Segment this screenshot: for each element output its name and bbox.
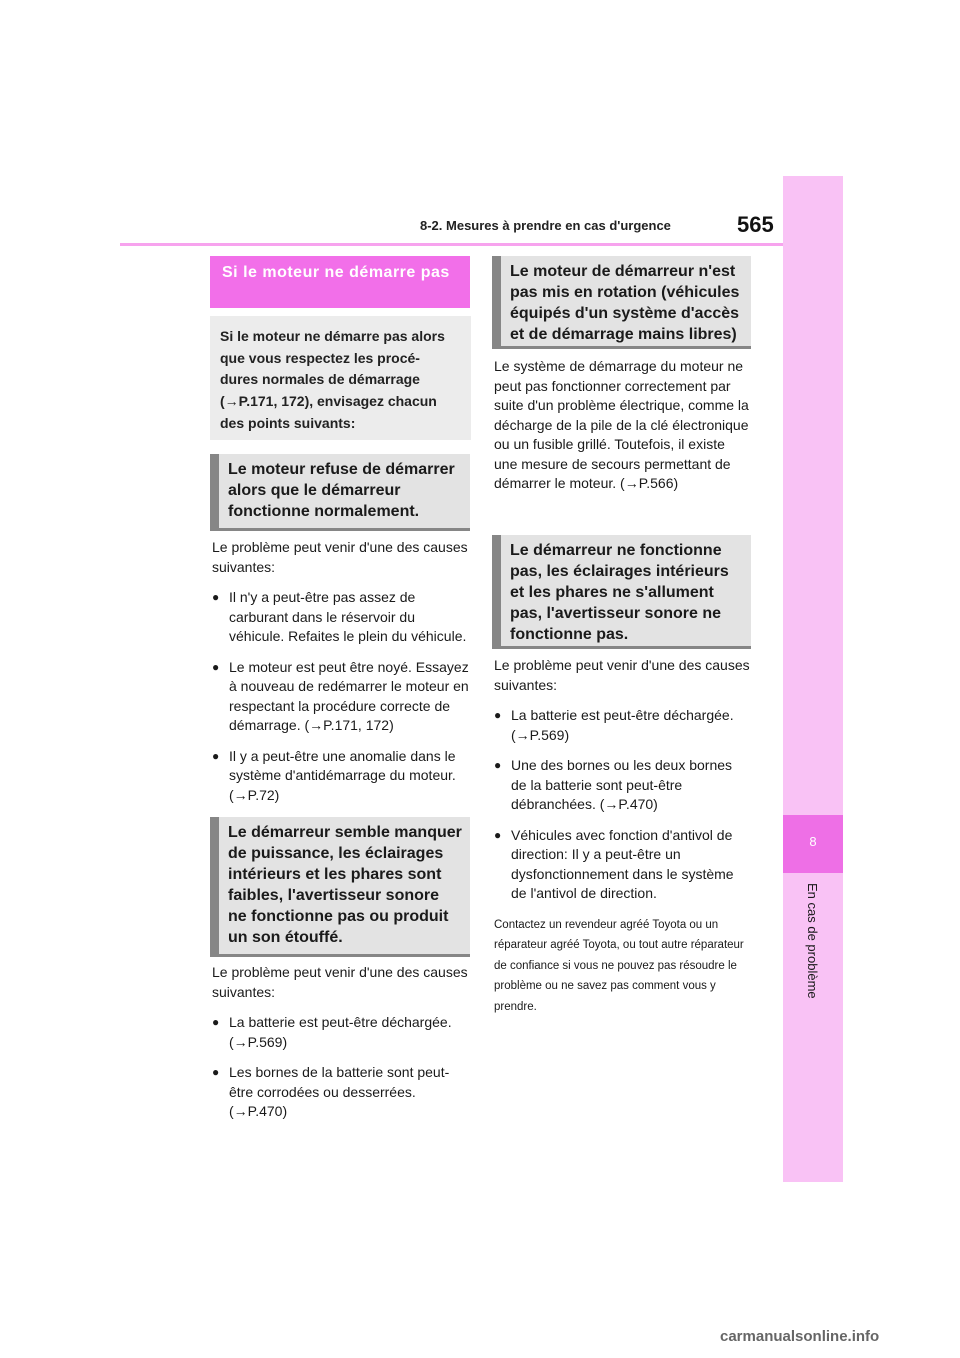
body-paragraph: Le système de démarrage du moteur ne peut pas fonctionner correctement par suite d'un problème électrique, comme la décharge de la pile de la clé électronique ou un fusible grillé. Toutefois, il existe une mesure de secours permettant de démarrer le moteur. (→P.566) [494,358,749,491]
left-block2-body [212,963,472,1133]
left-block1-body [212,538,472,816]
note-text: Contactez un revendeur agréé Toyota ou un réparateur agréé Toyota, ou tout autre réparateur de confiance si vous ne pouvez pas résoudre le problème ou ne savez pas comment vous y prendre. [494,918,744,1013]
intro-text: Si le moteur ne démarre pas alors que vous respectez les procé- dures normales de démarrage (→P.171, 172), envisagez chacun des points suivants: [220,328,445,431]
cause-intro: Le problème peut venir d'une des causes suivantes: [494,657,750,693]
cause-intro: Le problème peut venir d'une des causes suivantes: [212,964,468,1000]
footer-watermark: carmanualsonline.info [720,1328,880,1345]
cause-list [212,1013,472,1122]
list-item: ● Il y a peut-être une anomalie dans le système d'antidémarrage du moteur. (→P.72) [212,747,472,806]
cause-intro: Le problème peut venir d'une des causes suivantes: [212,539,468,575]
intro-box [210,316,471,440]
cause-list [212,588,472,805]
list-item: ● La batterie est peut-être déchargée. (→P.569) [494,706,750,745]
cause-list [494,706,750,904]
chapter-side-tab [783,176,843,1182]
right-block1-body [494,357,750,494]
list-item: ● Véhicules avec fonction d'antivol de direction: Il y a peut-être un dysfonctionnement dans le système de l'antivol de direction. [494,826,750,904]
right-block2-body [494,656,750,1017]
list-item: ● Les bornes de la batterie sont peut-être corrodées ou desserrées. (→P.470) [212,1063,472,1122]
list-item: ● La batterie est peut-être déchargée. (→P.569) [212,1013,472,1052]
running-header: 8-2. Mesures à prendre en cas d'urgence [420,218,671,233]
subheading-starter-not-working: Le démarreur ne fonctionne pas, les éclairages intérieurs et les phares ne s'allument pas, l'avertisseur sonore ne fonctionne pas. [492,535,751,649]
subheading-starter-not-rotating: Le moteur de démarreur n'est pas mis en rotation (véhicules équipés d'un système d'accès et de démarrage mains libres) [492,256,751,349]
section-heading: Si le moteur ne démarre pas [210,256,470,308]
chapter-title: En cas de problème [805,883,820,999]
list-item: ● Il n'y a peut-être pas assez de carburant dans le réservoir du véhicule. Refaites le plein du véhicule. [212,588,472,647]
subheading-weak-starter: Le démarreur semble manquer de puissance, les éclairages intérieurs et les phares sont faibles, l'avertisseur sonore ne fonctionne pas ou produit un son étouffé. [210,817,470,957]
list-item: ● Le moteur est peut être noyé. Essayez à nouveau de redémarrer le moteur en respectant la procédure correcte de démarrage. (→P.171, 172) [212,658,472,736]
page-number: 565 [737,212,774,237]
subheading-starter-normal: Le moteur refuse de démarrer alors que le démarreur fonctionne normalement. [210,454,470,531]
header-rule [120,243,783,246]
list-item: ● Une des bornes ou les deux bornes de la batterie sont peut-être débranchées. (→P.470) [494,756,750,815]
chapter-number: 8 [809,834,817,849]
